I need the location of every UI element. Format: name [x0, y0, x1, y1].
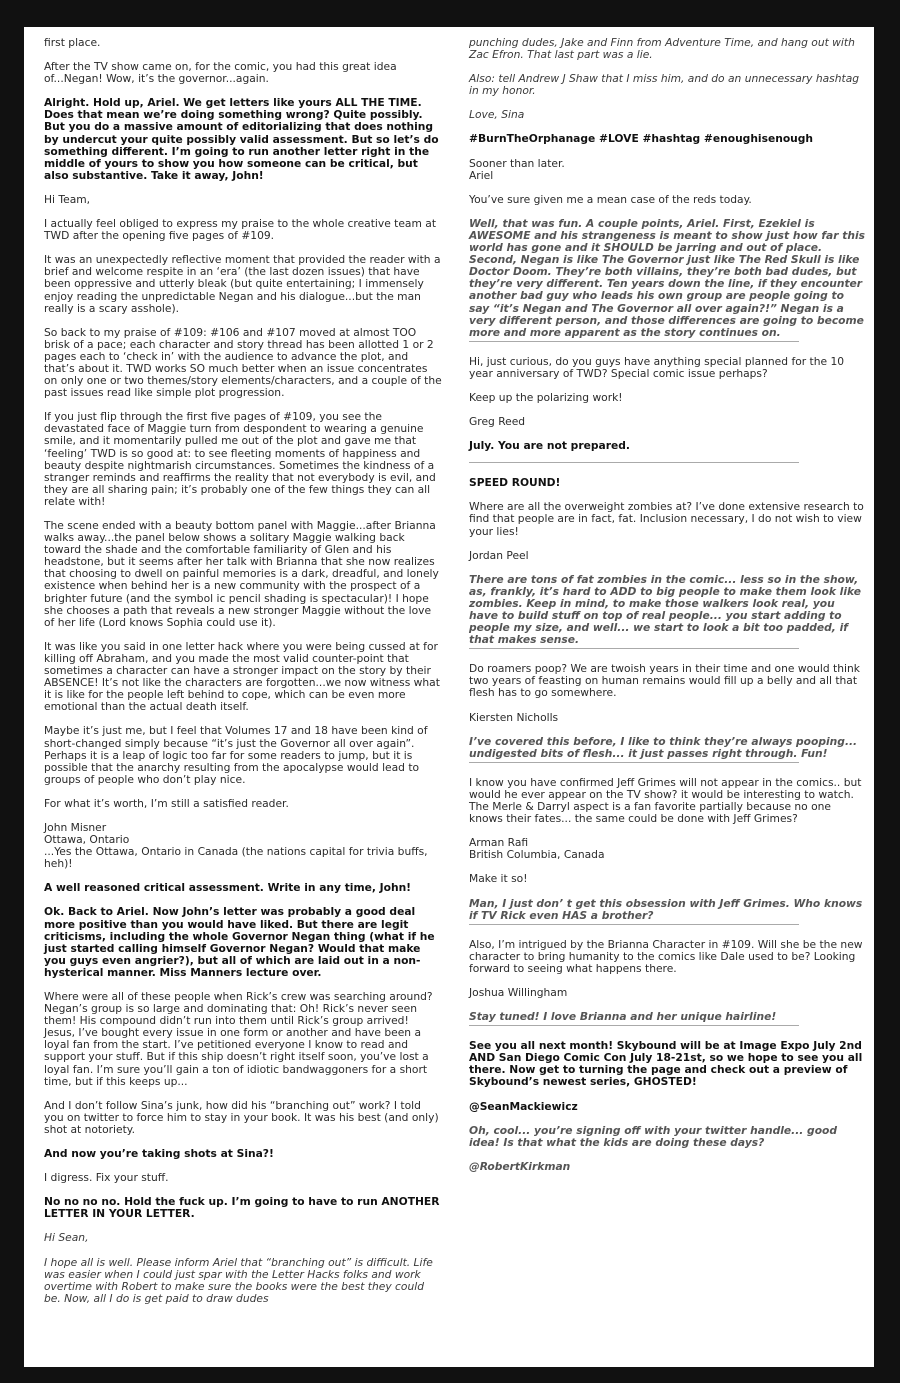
sina-letter-paragraph: I hope all is well. Please inform Ariel that “branching out” is difficult. Life was easier when I could just spar with the Letter Hacks folks and work overtime with Robert to make sure the books were the best they could be. Now, all I do is get paid to draw dudes — [44, 1255, 433, 1305]
letter-paragraph: I know you have confirmed Jeff Grimes will not appear in the comics.. but would he ever appear on the TV show? it would be interesting to watch. The Merle & Darryl aspect is a fan favorite partially because no one knows their fates... the same could be done with Jeff Grimes? — [469, 775, 862, 826]
hashtag-line: #BurnTheOrphanage #LOVE #hashtag #enoughisenough — [469, 132, 814, 146]
letter-paragraph: The scene ended with a beauty bottom panel with Maggie...after Brianna walks away...the panel below shows a solitary Maggie walking back toward the shade and the comfortable familiarity of Glen and his headstone, but it seems after her talk with Brianna that she now realizes that choosing to dwell on painful memories is a dark, dreadful, and lonely existence when behind her is a new community with the prospect of a brighter future (and the symbol ic pencil shading is spectacular)! I hope she chooses a path that reveals a new stronger Maggie without the love of her life (Lord knows Sophia could use it). — [44, 519, 439, 629]
letter-paragraph: It was like you said in one letter hack where you were being cussed at for killing off Abraham, and you made the most valid counter-point that sometimes a character can have a stronger impact on the story by their ABSENCE! It’s not like the characters are forgotten...we now witness what it is like for the people left behind to cope, which can be even more emotional than the actual death itself. — [44, 639, 440, 714]
editor-reply: Stay tuned! I love Brianna and her unique hairline! — [469, 1010, 777, 1024]
letter-signature-name: Arman Rafi — [469, 836, 529, 850]
letter-paragraph: Where were all of these people when Rick’s crew was searching around? Negan’s group is so large and dominating that: Oh! Rick’s never seen them! His compound didn’t run into them until Rick’s group arrived! Jesus, I’ve bought every issue in one form or another and have been a loyal fan from the start. I’ve petitioned everyone I know to read and support your stuff. But if this ship doesn’t right itself soon, you’ve lost a loyal fan. I’m sure you’ll gain a ton of idiotic bandwaggoners for a short time, but if this keeps up... — [44, 990, 433, 1088]
letter-paragraph: It was an unexpectedly reflective moment that provided the reader with a brief and welcome respite in an ‘era’ (the last dozen issues) that have been oppressive and utterly bleak (but quite entertaining; I immensely enjoy reading the unpredictable Negan and his dialogue...but the man really is a scary asshole). — [44, 253, 441, 315]
letter-paragraph: I digress. Fix your stuff. — [44, 1171, 169, 1185]
section-divider — [469, 762, 799, 763]
letter-paragraph: And I don’t follow Sina’s junk, how did his “branching out” work? I told you on twitter to force him to stay in your book. It was his best (and only) shot at notoriety. — [44, 1098, 439, 1136]
letter-signature-name: Jordan Peel — [469, 548, 529, 562]
editor-handle: @SeanMackiewicz — [469, 1099, 578, 1113]
letter-paragraph: Maybe it’s just me, but I feel that Volumes 17 and 18 have been kind of short-changed simply because “it’s just the Governor all over again”. Perhaps it is a leap of logic too far for some readers to jump, but it is possible that the anarchy resulting from the apocalypse would lead to groups of people who don’t play nice. — [44, 724, 428, 786]
editor-response: A well reasoned critical assessment. Write in any time, John! — [44, 881, 412, 895]
kirkman-handle: @RobertKirkman — [469, 1159, 571, 1173]
letter-signature-name: Ariel — [469, 168, 494, 182]
editor-response: And now you’re taking shots at Sina?! — [44, 1147, 274, 1161]
letter-signature-name: John Misner — [44, 820, 107, 834]
section-divider — [469, 341, 799, 342]
letter-signoff: Sooner than later. — [469, 156, 565, 170]
letter-paragraph: Keep up the polarizing work! — [469, 390, 623, 404]
letter-paragraph: Where are all the overweight zombies at? I’ve done extensive research to find that people are in fact, fat. Inclusion necessary, I do not wish to view your lies! — [469, 500, 864, 538]
kirkman-reply: Oh, cool... you’re signing off with your twitter handle... good idea! Is that what the kids are doing these days? — [469, 1123, 838, 1149]
section-divider — [469, 462, 799, 463]
letter-postscript: ...Yes the Ottawa, Ontario in Canada (the nations capital for trivia buffs, heh)! — [44, 845, 428, 871]
letter-paragraph: Make it so! — [469, 872, 528, 886]
letter-signature-name: Greg Reed — [469, 415, 526, 429]
letter-signature-name: Kiersten Nicholls — [469, 710, 559, 724]
editor-reply: Well, that was fun. A couple points, Ariel. First, Ezekiel is AWESOME and his strangeness is meant to show just how far this world has gone and it SHOULD be jarring and out of place. Second, Negan is like The Governor just like The Red Skull is like Doctor Doom. They’re both villains, they’re both bad dudes, but they’re very different. Ten years down the line, if they encounter another bad guy who leads his own group are people going to say “it’s Negan and The Governor all over again?!” Negan is a very different person, and those differences are going to become more and more apparent as the story continues on. — [469, 216, 865, 339]
letter-signature-location: Ottawa, Ontario — [44, 833, 130, 847]
speed-round-heading: SPEED ROUND! — [469, 476, 561, 490]
letter-paragraph: After the TV show came on, for the comic, you had this great idea of...Negan! Wow, it’s the governor...again. — [44, 60, 397, 86]
sina-letter-greeting: Hi Sean, — [44, 1231, 89, 1245]
letter-signature-location: British Columbia, Canada — [469, 848, 605, 862]
editor-response: No no no no. Hold the fuck up. I’m going to have to run ANOTHER LETTER IN YOUR LETTER. — [44, 1195, 440, 1221]
section-divider — [469, 1025, 799, 1026]
section-divider — [469, 924, 799, 925]
letter-paragraph: You’ve sure given me a mean case of the reds today. — [469, 192, 752, 206]
letter-greeting: Hi Team, — [44, 192, 91, 206]
letter-paragraph: For what it’s worth, I’m still a satisfied reader. — [44, 796, 289, 810]
editor-response: Ok. Back to Ariel. Now John’s letter was probably a good deal more positive than you would have liked. But there are legit criticisms, including the whole Governor Negan thing (what if he just started calling himself Governor Negan? Would that make you guys even angrier?), but all of which are laid out in a non-hysterical manner. Miss Manners lecture over. — [44, 905, 435, 979]
left-column — [44, 37, 442, 1305]
section-divider — [469, 648, 799, 649]
editor-response: July. You are not prepared. — [469, 439, 630, 453]
letter-paragraph: So back to my praise of #109: #106 and #107 moved at almost TOO brisk of a pace; each character and story thread has been allotted 1 or 2 pages each to ‘check in’ with the audience to advance the plot, and that’s about it. TWD works SO much better when an issue concentrates on only one or two themes/story elements/characters, and a couple of the past issues read like simple plot progression. — [44, 325, 442, 400]
letter-paragraph: Also, I’m intrigued by the Brianna Character in #109. Will she be the new character to bring humanity to the comics like Dale used to be? Looking forward to seeing what happens there. — [469, 937, 863, 975]
letter-paragraph: If you just flip through the first five pages of #109, you see the devastated face of Maggie turn from despondent to wearing a genuine smile, and it momentarily pulled me out of the plot and gave me that ‘feeling’ TWD is so good at: to see fleeting moments of happiness and beauty despite nightmarish circumstances. Sometimes the kindness of a stranger reminds and reaffirms the reality that not everybody is evil, and they are all sharing pain; it’s probably one of the few things they can all relate with! — [44, 410, 436, 508]
closing-announcement: See you all next month! Skybound will be at Image Expo July 2nd AND San Diego Comic Con July 18-21st, so we hope to see you all there. Now get to turning the page and check out a preview of Skybound’s newest series, GHOSTED! — [469, 1039, 863, 1089]
sina-letter-paragraph: punching dudes, Jake and Finn from Adventure Time, and hang out with Zac Efron. That last part was a lie. — [469, 36, 855, 62]
letter-paragraph: first place. — [44, 36, 101, 49]
right-column — [469, 37, 867, 1185]
letter-paragraph: Hi, just curious, do you guys have anything special planned for the 10 year anniversary of TWD? Special comic issue perhaps? — [469, 354, 845, 380]
letter-signature-name: Joshua Willingham — [469, 985, 568, 999]
editor-response: Alright. Hold up, Ariel. We get letters like yours ALL THE TIME. Does that mean we’re doing something wrong? Quite possibly. But you do a massive amount of editorializing that does nothing by undercut your quite possibly valid assessment. But so let’s do something different. I’m going to run another letter right in the middle of yours to show you how someone can be critical, but also substantive. Take it away, John! — [44, 96, 439, 182]
letters-page — [24, 27, 874, 1367]
letter-paragraph: Do roamers poop? We are twoish years in their time and one would think two years of feasting on human remains would fill up a belly and all that flesh has to go somewhere. — [469, 662, 860, 700]
sina-letter-signoff: Love, Sina — [469, 108, 525, 122]
editor-reply: There are tons of fat zombies in the comic... less so in the show, as, frankly, it’s hard to ADD to big people to make them look like zombies. Keep in mind, to make those walkers look real, you have to build stuff on top of real people... you start adding to people my size, and well... we start to look a bit too padded, if that makes sense. — [469, 572, 861, 647]
editor-reply: I’ve covered this before, I like to think they’re always pooping... undigested bits of flesh... it just passes right through. Fun! — [469, 734, 858, 760]
sina-letter-paragraph: Also: tell Andrew J Shaw that I miss him, and do an unnecessary hashtag in my honor. — [469, 72, 860, 98]
letter-paragraph: I actually feel obliged to express my praise to the whole creative team at TWD after the opening five pages of #109. — [44, 217, 437, 243]
editor-reply: Man, I just don’ t get this obsession with Jeff Grimes. Who knows if TV Rick even HAS a brother? — [469, 896, 863, 922]
